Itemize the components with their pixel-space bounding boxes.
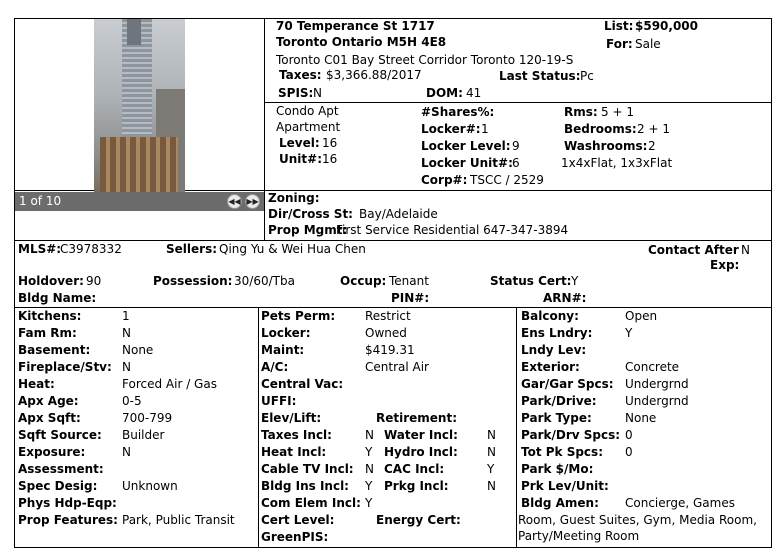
fam-rm-value: N [122, 326, 131, 340]
holdover-label: Holdover: [18, 274, 84, 288]
washroom-detail: 1x4xFlat, 1x3xFlat [561, 156, 673, 170]
dom-value: 41 [466, 86, 482, 100]
taxes-incl-value: N [365, 428, 374, 442]
dom-label: DOM: [426, 86, 463, 100]
prop-features-value: Park, Public Transit [122, 513, 235, 527]
sqft-source-label: Sqft Source: [18, 428, 102, 442]
prk-lev-unit-label: Prk Lev/Unit: [521, 479, 609, 493]
phys-hdp-label: Phys Hdp-Eqp: [18, 496, 117, 510]
property-type: Condo Apt [276, 104, 339, 118]
central-vac-label: Central Vac: [261, 377, 344, 391]
contact-after-value: N [741, 243, 750, 257]
status-cert-value: Y [571, 274, 579, 288]
cable-tv-incl-label: Cable TV Incl: [261, 462, 354, 476]
corp-label: Corp#: [421, 173, 468, 187]
taxes-incl-label: Taxes Incl: [261, 428, 332, 442]
prev-photo-icon[interactable]: ◀◀ [227, 194, 242, 209]
apx-sqft-label: Apx Sqft: [18, 411, 81, 425]
address: 70 Temperance St 1717 [276, 19, 435, 33]
greenpis-label: GreenPIS: [261, 530, 329, 544]
apx-sqft-value: 700-799 [122, 411, 173, 425]
elev-lift-label: Elev/Lift: [261, 411, 322, 425]
bedrooms-label: Bedrooms: [564, 122, 637, 136]
lndy-lev-label: Lndy Lev: [521, 343, 587, 357]
fam-rm-label: Fam Rm: [18, 326, 77, 340]
mls-value: C3978332 [60, 242, 122, 256]
cable-tv-incl-value: N [365, 462, 374, 476]
bldg-name-label: Bldg Name: [18, 291, 97, 305]
pets-perm-label: Pets Perm: [261, 309, 336, 323]
for-label: For: [606, 37, 633, 51]
sqft-source-value: Builder [122, 428, 165, 442]
spec-desig-label: Spec Desig: [18, 479, 98, 493]
list-price-label: List: [604, 19, 634, 33]
exposure-value: N [122, 445, 131, 459]
balcony-value: Open [625, 309, 658, 323]
prop-features-label: Prop Features: [18, 513, 118, 527]
status-cert-label: Status Cert: [490, 274, 572, 288]
locker-unit-value: 6 [512, 156, 520, 170]
contact-after-label: Contact After [648, 243, 739, 257]
divider [264, 18, 265, 240]
bedrooms-value: 2 + 1 [637, 122, 670, 136]
locker-value: Owned [365, 326, 407, 340]
last-status-value: Pc [580, 69, 594, 83]
cert-level-label: Cert Level: [261, 513, 335, 527]
locker-no-label: Locker#: [421, 122, 481, 136]
photo-tower-crown [127, 19, 141, 45]
bldg-amen-line-2: Room, Guest Suites, Gym, Media Room, [518, 513, 757, 527]
com-elem-incl-value: Y [365, 496, 373, 510]
photo-counter-bar [15, 192, 264, 211]
park-drive-value: Undergrnd [625, 394, 689, 408]
spis-label: SPIS: [278, 86, 314, 100]
bldg-amen-line-1: Concierge, Games [625, 496, 735, 510]
prkg-incl-value: N [487, 479, 496, 493]
energy-cert-label: Energy Cert: [376, 513, 461, 527]
cross-street-value: Bay/Adelaide [359, 207, 438, 221]
apx-age-value: 0-5 [122, 394, 142, 408]
mls-label: MLS#: [18, 242, 62, 256]
spis-value: N [313, 86, 322, 100]
park-type-label: Park Type: [521, 411, 592, 425]
gar-spcs-label: Gar/Gar Spcs: [521, 377, 614, 391]
hydro-incl-label: Hydro Incl: [384, 445, 458, 459]
fireplace-value: N [122, 360, 131, 374]
arn-label: ARN#: [543, 291, 587, 305]
unit-label: Unit#: [279, 152, 322, 166]
fireplace-label: Fireplace/Stv: [18, 360, 112, 374]
cac-incl-value: Y [487, 462, 495, 476]
gar-spcs-value: Undergrnd [625, 377, 689, 391]
heat-label: Heat: [18, 377, 55, 391]
occup-value: Tenant [389, 274, 429, 288]
ens-lndry-label: Ens Lndry: [521, 326, 593, 340]
heat-incl-label: Heat Incl: [261, 445, 327, 459]
heat-value: Forced Air / Gas [122, 377, 217, 391]
divider [14, 307, 772, 308]
assessment-label: Assessment: [18, 462, 104, 476]
water-incl-value: N [487, 428, 496, 442]
taxes-value: $3,366.88/2017 [326, 68, 422, 82]
possession-label: Possession: [153, 274, 233, 288]
uffi-label: UFFI: [261, 394, 297, 408]
photo-counter: 1 of 10 [19, 194, 62, 208]
park-drv-spcs-label: Park/Drv Spcs: [521, 428, 621, 442]
cross-street-label: Dir/Cross St: [268, 207, 353, 221]
prop-mgmt-value: First Service Residential 647-347-3894 [336, 223, 569, 237]
rms-label: Rms: [564, 105, 598, 119]
washrooms-value: 2 [648, 139, 656, 153]
property-style: Apartment [276, 120, 341, 134]
bldg-amen-label: Bldg Amen: [521, 496, 599, 510]
spec-desig-value: Unknown [122, 479, 178, 493]
divider [516, 307, 517, 548]
occup-label: Occup: [340, 274, 387, 288]
corp-value: TSCC / 2529 [470, 173, 544, 187]
basement-value: None [122, 343, 154, 357]
ac-label: A/C: [261, 360, 289, 374]
washrooms-label: Washrooms: [564, 139, 648, 153]
locker-label: Locker: [261, 326, 311, 340]
list-price: $590,000 [635, 19, 699, 33]
unit-value: 16 [322, 152, 338, 166]
taxes-label: Taxes: [279, 68, 322, 82]
divider [264, 102, 772, 103]
park-drive-label: Park/Drive: [521, 394, 597, 408]
pets-perm-value: Restrict [365, 309, 411, 323]
next-photo-icon[interactable]: ▶▶ [245, 194, 260, 209]
sellers-label: Sellers: [166, 242, 218, 256]
kitchens-label: Kitchens: [18, 309, 82, 323]
exterior-label: Exterior: [521, 360, 580, 374]
tot-pk-spcs-label: Tot Pk Spcs: [521, 445, 603, 459]
city-postal: Toronto Ontario M5H 4E8 [276, 35, 447, 49]
district: Toronto C01 Bay Street Corridor Toronto 120-19-S [276, 53, 574, 67]
for-value: Sale [635, 37, 661, 51]
exterior-value: Concrete [625, 360, 680, 374]
prop-mgmt-label: Prop Mgmt: [268, 223, 348, 237]
balcony-label: Balcony: [521, 309, 579, 323]
bldg-amen-line-3: Party/Meeting Room [518, 529, 640, 543]
sellers-value: Qing Yu & Wei Hua Chen [219, 242, 366, 256]
com-elem-incl-label: Com Elem Incl: [261, 496, 361, 510]
holdover-value: 90 [86, 274, 102, 288]
locker-level-label: Locker Level: [421, 139, 511, 153]
tot-pk-spcs-value: 0 [625, 445, 633, 459]
retirement-label: Retirement: [376, 411, 458, 425]
heat-incl-value: Y [365, 445, 373, 459]
level-label: Level: [279, 136, 320, 150]
maint-label: Maint: [261, 343, 305, 357]
divider [258, 307, 259, 548]
maint-value: $419.31 [365, 343, 415, 357]
possession-value: 30/60/Tba [234, 274, 295, 288]
basement-label: Basement: [18, 343, 91, 357]
bldg-ins-incl-value: Y [365, 479, 373, 493]
water-incl-label: Water Incl: [384, 428, 458, 442]
pin-label: PIN#: [391, 291, 430, 305]
park-drv-spcs-value: 0 [625, 428, 633, 442]
shares-label: #Shares%: [421, 105, 495, 119]
hydro-incl-value: N [487, 445, 496, 459]
bldg-ins-incl-label: Bldg Ins Incl: [261, 479, 349, 493]
exposure-label: Exposure: [18, 445, 86, 459]
level-value: 16 [322, 136, 338, 150]
cac-incl-label: CAC Incl: [384, 462, 445, 476]
locker-no-value: 1 [481, 122, 489, 136]
ens-lndry-value: Y [625, 326, 633, 340]
prkg-incl-label: Prkg Incl: [384, 479, 449, 493]
apx-age-label: Apx Age: [18, 394, 79, 408]
park-per-month-label: Park $/Mo: [521, 462, 594, 476]
divider [14, 240, 772, 241]
zoning-label: Zoning: [268, 191, 320, 205]
exp-label: Exp: [710, 258, 740, 272]
last-status-label: Last Status: [499, 69, 581, 83]
rms-value: 5 + 1 [601, 105, 634, 119]
park-type-value: None [625, 411, 657, 425]
locker-unit-label: Locker Unit#: [421, 156, 513, 170]
kitchens-value: 1 [122, 309, 130, 323]
locker-level-value: 9 [512, 139, 520, 153]
property-photo[interactable] [94, 19, 185, 210]
ac-value: Central Air [365, 360, 429, 374]
